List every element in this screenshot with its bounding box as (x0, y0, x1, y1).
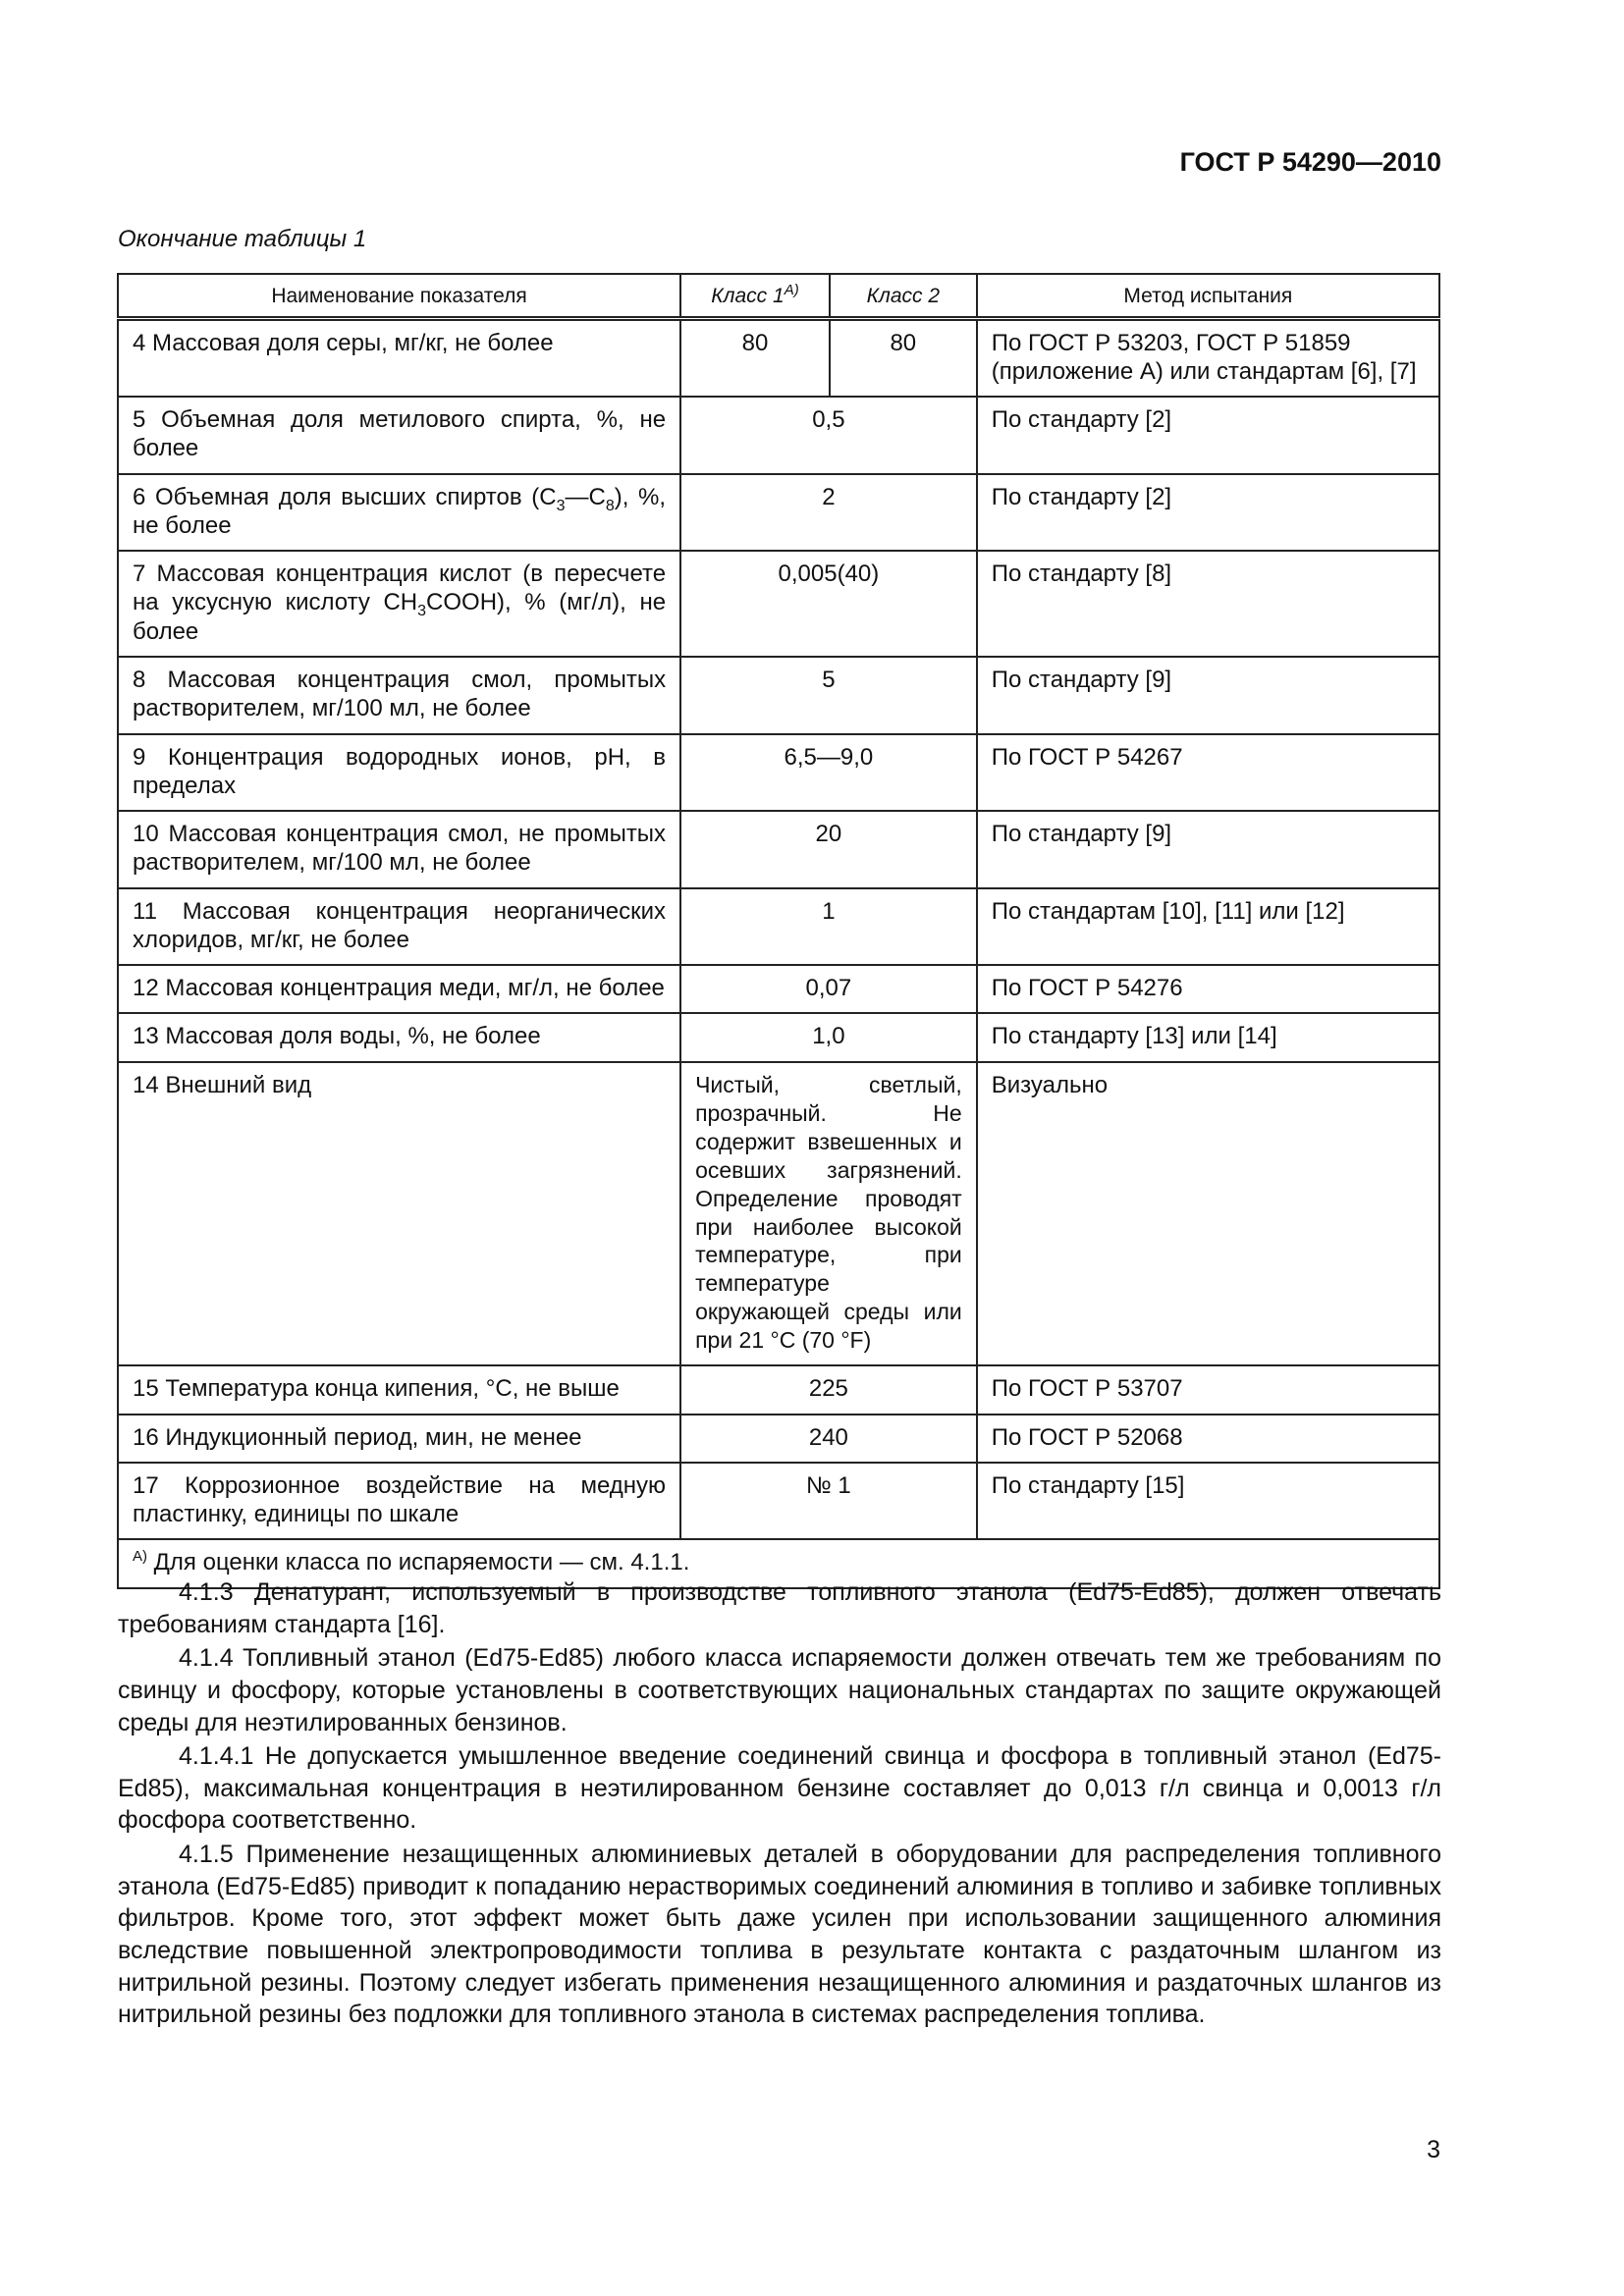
row-name (118, 474, 680, 552)
row-name: 17 Коррозионное воздействие на медную пластинку, единицы по шкале (118, 1463, 680, 1540)
row-name: 13 Массовая доля воды, %, не более (118, 1013, 680, 1061)
row-name: 11 Массовая концентрация неорганических хлоридов, мг/кг, не более (118, 888, 680, 966)
row-value: 1,0 (680, 1013, 977, 1061)
row-method: По стандартам [10], [11] или [12] (977, 888, 1439, 966)
table-row (118, 811, 1439, 888)
row-method: По ГОСТ Р 53707 (977, 1365, 1439, 1414)
row-method: По стандарту [15] (977, 1463, 1439, 1540)
class1-footnote-marker: А) (784, 282, 799, 298)
column-header-method: Метод испытания (977, 274, 1439, 318)
paragraph: 4.1.5 Применение незащищенных алюминиевых деталей в оборудовании для распределения топливного этанола (Ed75-Ed85) приводит к попаданию нерастворимых соединений алюминия в топливо и забивке топливных фильтров. Кроме того, этот эффект может быть даже усилен при использовании защищенного алюминия вследствие повышенной электропроводимости топлива в результате контакта с раздаточным шлангом из нитрильной резины. Поэтому следует избегать применения незащищенного алюминия и раздаточных шлангов из нитрильной резины без подложки для топливного этанола в системах распределения топлива. (118, 1841, 1441, 2029)
subscript: 3 (556, 497, 566, 514)
subscript: 8 (605, 497, 615, 514)
row-value: 0,005(40) (680, 551, 977, 657)
row-name-part: 6 Объемная доля высших спиртов (C (133, 483, 557, 510)
row-value: Чистый, светлый, прозрачный. Не содержит взвешенных и осевших загрязнений. Определение проводят при наиболее высокой температуре, при температуре окружающей среды или при 21 °C (70 °F) (680, 1062, 977, 1366)
row-name-part: COOH), % (мг/л), не более (133, 589, 667, 645)
table-row (118, 1415, 1439, 1463)
body-text (118, 1576, 1441, 2033)
row-name: 14 Внешний вид (118, 1062, 680, 1366)
table-row (118, 1062, 1439, 1366)
paragraph: 4.1.4.1 Не допускается умышленное введение соединений свинца и фосфора в топливный этанол (Ed75-Ed85), максимальная концентрация в неэтилированном бензине составляет до 0,013 г/л свинца и 0,0013 г/л фосфора соответственно. (118, 1742, 1441, 1835)
standard-header: ГОСТ Р 54290—2010 (1179, 147, 1441, 177)
row-name-part: ), %, не более (133, 483, 667, 539)
table-row (118, 734, 1439, 812)
table-row (118, 1013, 1439, 1061)
subscript: 3 (417, 603, 427, 620)
row-method: По ГОСТ Р 53203, ГОСТ Р 51859 (приложение А) или стандартам [6], [7] (977, 318, 1439, 397)
row-name-part: 7 Массовая концентрация кислот (в пересчете на уксусную кислоту CH (133, 561, 667, 616)
row-method: По ГОСТ Р 54267 (977, 734, 1439, 812)
row-value: 6,5—9,0 (680, 734, 977, 812)
table-row (118, 1463, 1439, 1540)
row-class2-value: 80 (830, 318, 977, 397)
table-row (118, 397, 1439, 474)
table-row (118, 1365, 1439, 1414)
row-class1-value: 80 (680, 318, 830, 397)
table-caption: Окончание таблицы 1 (118, 226, 367, 252)
row-method: По стандарту [9] (977, 657, 1439, 734)
row-name: 5 Объемная доля метилового спирта, %, не более (118, 397, 680, 474)
row-name: 12 Массовая концентрация меди, мг/л, не более (118, 965, 680, 1013)
row-value: 0,5 (680, 397, 977, 474)
table-row (118, 318, 1439, 397)
row-value: 240 (680, 1415, 977, 1463)
paragraph: 4.1.3 Денатурант, используемый в производстве топливного этанола (Ed75-Ed85), должен отвечать требованиям стандарта [16]. (118, 1578, 1441, 1638)
specification-table (117, 273, 1440, 1589)
table-row (118, 965, 1439, 1013)
row-value: 225 (680, 1365, 977, 1414)
column-header-class2: Класс 2 (830, 274, 977, 318)
footnote-text: Для оценки класса по испаряемости — см. 4.1.1. (153, 1549, 690, 1576)
page-number: 3 (1427, 2136, 1440, 2163)
row-name: 9 Концентрация водородных ионов, pH, в пределах (118, 734, 680, 812)
row-method: Визуально (977, 1062, 1439, 1366)
row-name-part: —C (565, 483, 606, 510)
class1-label: Класс 1 (711, 285, 785, 307)
row-value: 5 (680, 657, 977, 734)
row-name: 4 Массовая доля серы, мг/кг, не более (118, 318, 680, 397)
row-method: По стандарту [13] или [14] (977, 1013, 1439, 1061)
row-method: По стандарту [8] (977, 551, 1439, 657)
table-row (118, 474, 1439, 552)
row-method: По стандарту [2] (977, 397, 1439, 474)
paragraph: 4.1.4 Топливный этанол (Ed75-Ed85) любого класса испаряемости должен отвечать тем же требованиям по свинцу и фосфору, которые установлены в соответствующих национальных стандартах по защите окружающей среды для неэтилированных бензинов. (118, 1644, 1441, 1736)
row-value: № 1 (680, 1463, 977, 1540)
footnote-marker: А) (133, 1548, 147, 1566)
row-method: По ГОСТ Р 52068 (977, 1415, 1439, 1463)
table-row (118, 888, 1439, 966)
row-name: 8 Массовая концентрация смол, промытых растворителем, мг/100 мл, не более (118, 657, 680, 734)
row-name: 15 Температура конца кипения, °C, не выше (118, 1365, 680, 1414)
row-method: По стандарту [2] (977, 474, 1439, 552)
row-value: 1 (680, 888, 977, 966)
column-header-name: Наименование показателя (118, 274, 680, 318)
column-header-class1 (680, 274, 830, 318)
row-name: 10 Массовая концентрация смол, не промытых растворителем, мг/100 мл, не более (118, 811, 680, 888)
row-method: По ГОСТ Р 54276 (977, 965, 1439, 1013)
table-row (118, 551, 1439, 657)
row-name (118, 551, 680, 657)
table-header-row (118, 274, 1439, 318)
row-method: По стандарту [9] (977, 811, 1439, 888)
row-value: 2 (680, 474, 977, 552)
row-name: 16 Индукционный период, мин, не менее (118, 1415, 680, 1463)
row-value: 20 (680, 811, 977, 888)
row-value: 0,07 (680, 965, 977, 1013)
table-row (118, 657, 1439, 734)
